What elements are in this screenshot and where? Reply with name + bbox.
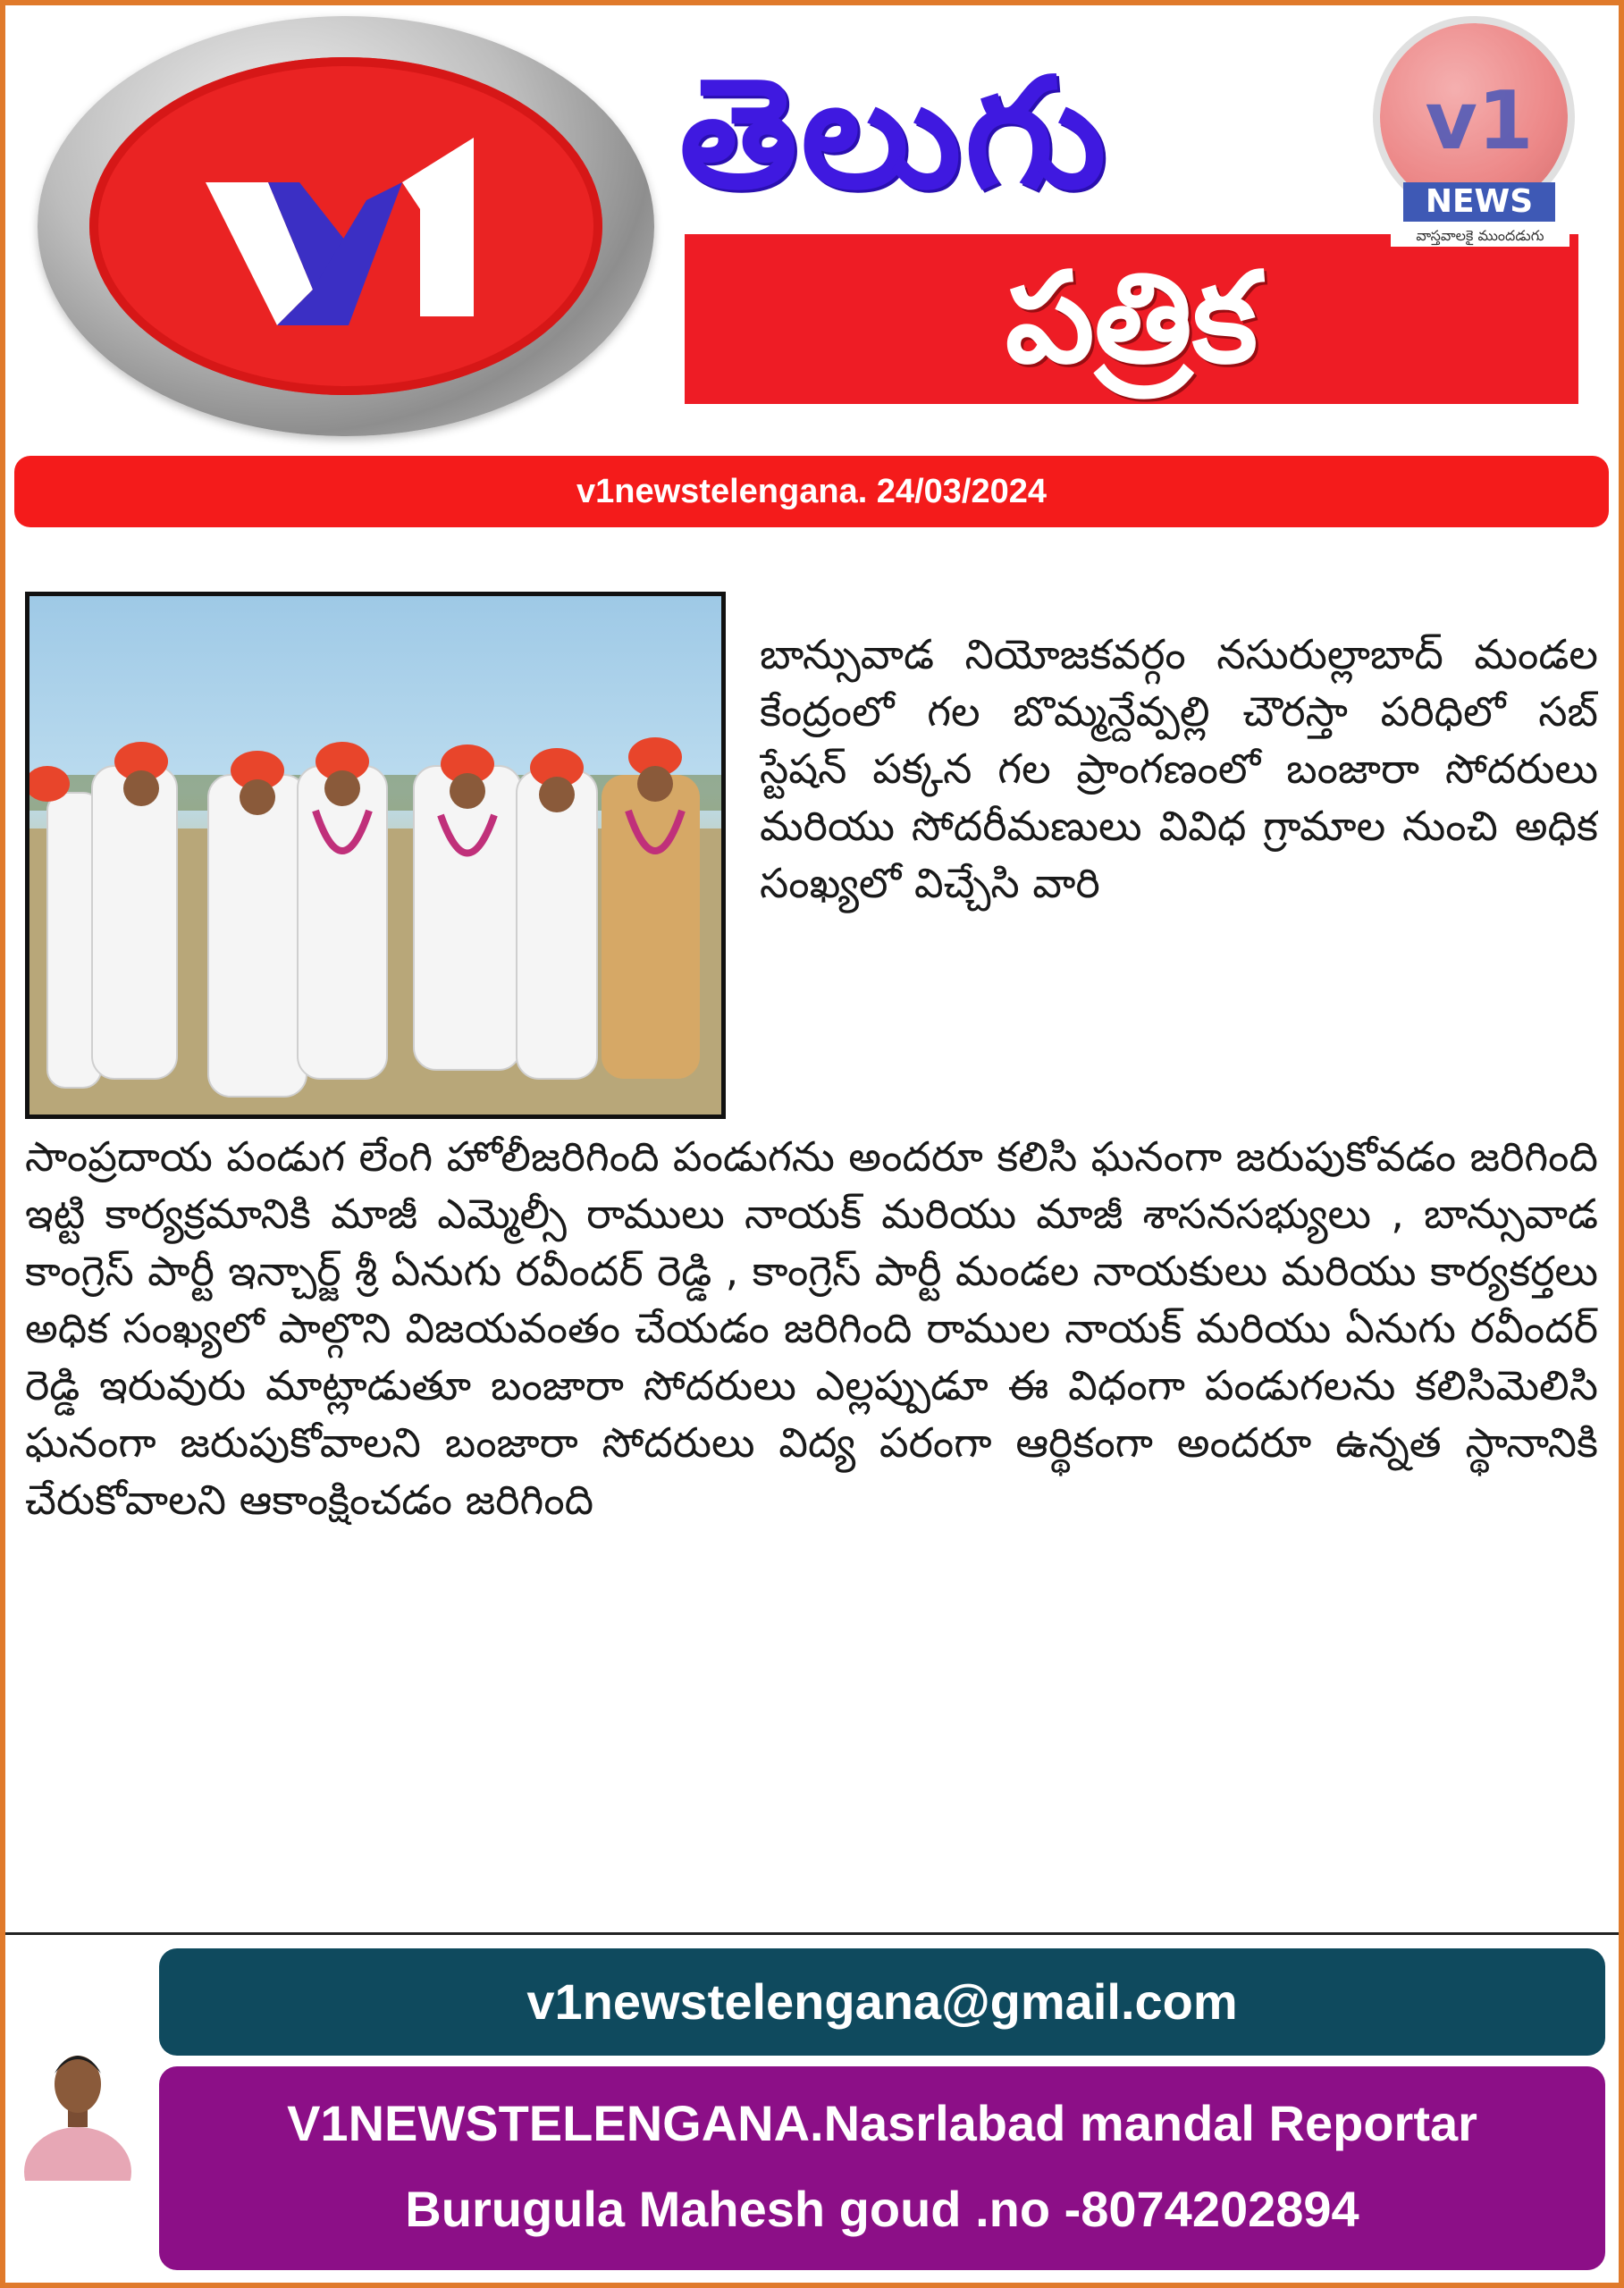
masthead-title-telugu: తెలుగు	[679, 46, 1110, 223]
event-photo	[25, 592, 726, 1119]
reporter-info-bar	[159, 2066, 1605, 2270]
reporter-avatar-illustration	[21, 2038, 134, 2181]
v1-news-badge	[1367, 23, 1582, 247]
email-bar	[159, 1948, 1605, 2056]
masthead-title-patrika: పత్రిక	[1005, 246, 1258, 391]
article-intro	[760, 626, 1598, 1140]
article-intro-text: బాన్సువాడ నియోజకవర్గం నసురుల్లాబాద్ మండల కేంద్రంలో గల బొమ్మన్దేవ్పల్లి చౌరస్తా పరిధిలో సబ్ స్టేషన్ పక్కన గల ప్రాంగణంలో బంజారా సోదరులు మరియు సోదరీమణులు వివిధ గ్రామాల నుంచి అధిక సంఖ్యలో విచ్చేసి వారి	[760, 630, 1598, 907]
v1-logo	[38, 16, 654, 436]
article-body-text: సాంప్రదాయ పండుగ లేంగి హోలీజరిగింది పండుగను అందరూ కలిసి ఘనంగా జరుపుకోవడం జరిగింది ఇట్టి కార్యక్రమానికి మాజీ ఎమ్మెల్సీ రాములు నాయక్ మరియు మాజీ శాసనసభ్యులు , బాన్సువాడ కాంగ్రెస్ పార్టీ ఇన్చార్జ్ శ్రీ ఏనుగు రవీందర్ రెడ్డి , కాంగ్రెస్ పార్టీ మండల నాయకులు మరియు కార్యకర్తలు అధిక సంఖ్యలో పాల్గొని విజయవంతం చేయడం జరిగింది రాముల నాయక్ మరియు ఏనుగు రవీందర్ రెడ్డి ఇరువురు మాట్లాడుతూ బంజారా సోదరులు ఎల్లప్పుడూ ఈ విధంగా పండుగలను కలిసిమెలిసి ఘనంగా జరుపుకోవాలని బంజారా సోదరులు విద్య పరంగా ఆర్థికంగా అందరూ ఉన్నత స్థానానికి చేరుకోవాలని ఆకాంక్షించడం జరిగింది	[25, 1132, 1598, 1524]
footer-divider	[5, 1932, 1619, 1935]
v1-logo-mark	[89, 57, 602, 395]
article-body	[25, 1128, 1598, 1923]
masthead-title-banner	[685, 234, 1578, 404]
news-badge-tagline: వాస్తవాలకై ముందడుగు	[1391, 225, 1569, 247]
date-text: v1newstelengana. 24/03/2024	[576, 473, 1047, 510]
reporter-name-phone: Burugula Mahesh goud .no -8074202894	[405, 2181, 1359, 2237]
contact-email[interactable]: v1newstelengana@gmail.com	[526, 1973, 1238, 2030]
event-photo-illustration	[29, 596, 721, 1115]
date-bar	[14, 456, 1609, 527]
news-badge-logo: v1	[1425, 74, 1534, 168]
v1-logo-badge	[89, 57, 602, 395]
news-badge-label: NEWS	[1403, 182, 1555, 222]
reporter-avatar	[21, 2038, 134, 2181]
reporter-title: V1NEWSTELENGANA.Nasrlabad mandal Reportar	[287, 2095, 1477, 2151]
